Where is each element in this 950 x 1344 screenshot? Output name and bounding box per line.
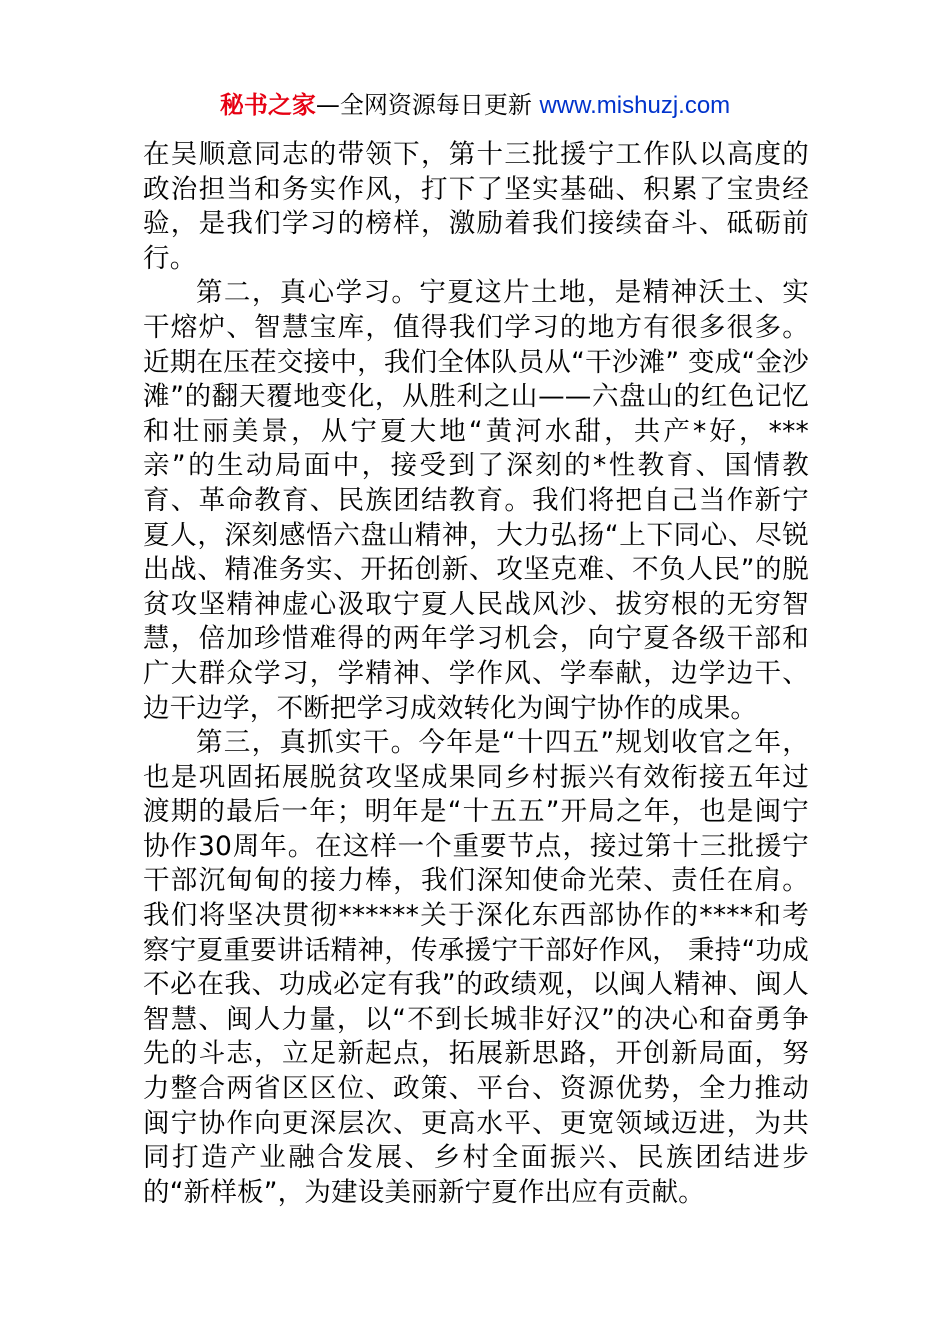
- brand-name: 秘书之家: [219, 91, 316, 119]
- site-url-link[interactable]: www.mishuzj.com: [539, 92, 731, 119]
- header-tagline: —全网资源每日更新: [315, 91, 540, 119]
- page-header: [0, 88, 950, 123]
- paragraph-third-point: 第三，真抓实干。今年是“十四五”规划收官之年，也是巩固拓展脱贫攻坚成果同乡村振兴有效衔接五年过渡期的最后一年；明年是“十五五”开局之年，也是闽宁协作30周年。在这样一个重要节点，接过第十三批援宁干部沉甸甸的接力棒，我们深知使命光荣、责任在肩。我们将坚决贯彻******关于深化东西部协作的****和考察宁夏重要讲话精神，传承援宁干部好作风， 秉持“功成不必在我、功成必定有我”的政绩观，以闽人精神、闽人智慧、闽人力量，以“不到长城非好汉”的决心和奋勇争先的斗志，立足新起点，拓展新思路，开创新局面，努力整合两省区区位、政策、平台、资源优势，全力推动闽宁协作向更深层次、更高水平、更宽领域迈进，为共同打造产业融合发展、乡村全面振兴、民族团结进步的“新样板”，为建设美丽新宁夏作出应有贡献。: [143, 727, 809, 1208]
- paragraph-second-point: 第二，真心学习。宁夏这片土地，是精神沃土、实干熔炉、智慧宝库，值得我们学习的地方有很多很多。近期在压茬交接中，我们全体队员从“干沙滩” 变成“金沙滩”的翻天覆地变化，从胜利之山——六盘山的红色记忆和壮丽美景，从宁夏大地“黄河水甜，共产*好，***亲”的生动局面中，接受到了深刻的*性教育、国情教育、革命教育、民族团结教育。我们将把自己当作新宁夏人，深刻感悟六盘山精神，大力弘扬“上下同心、尽锐出战、精准务实、开拓创新、攻坚克难、不负人民”的脱贫攻坚精神虚心汲取宁夏人民战风沙、拔穷根的无穷智慧，倍加珍惜难得的两年学习机会，向宁夏各级干部和广大群众学习，学精神、学作风、学奉献，边学边干、边干边学，不断把学习成效转化为闽宁协作的成果。: [143, 277, 809, 724]
- document-body: [143, 138, 809, 1210]
- paragraph-continuation: 在吴顺意同志的带领下，第十三批援宁工作队以高度的政治担当和务实作风，打下了坚实基础、积累了宝贵经验，是我们学习的榜样，激励着我们接续奋斗、砥砺前行。: [143, 139, 809, 274]
